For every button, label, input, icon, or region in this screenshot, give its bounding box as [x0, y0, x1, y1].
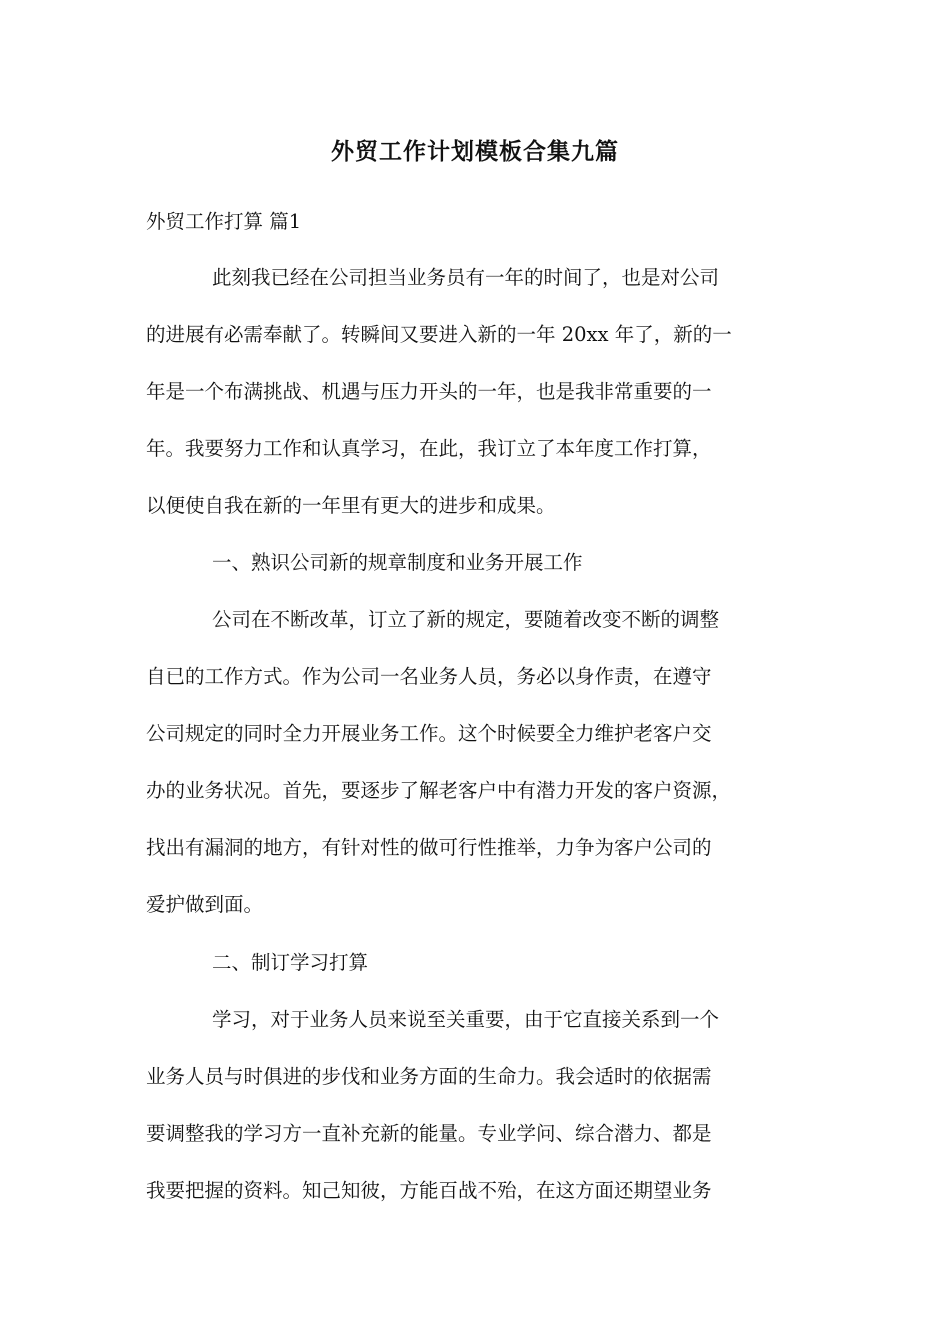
paragraph-line: 年。我要努力工作和认真学习，在此，我订立了本年度工作打算， — [146, 437, 712, 460]
paragraph-line: 学习，对于业务人员来说至关重要，由于它直接关系到一个 — [212, 1008, 720, 1031]
paragraph-line: 业务人员与时俱进的步伐和业务方面的生命力。我会适时的依据需 — [146, 1065, 712, 1088]
paragraph-line: 自已的工作方式。作为公司一名业务人员，务必以身作责，在遵守 — [146, 665, 712, 688]
paragraph-line: 年是一个布满挑战、机遇与压力开头的一年，也是我非常重要的一 — [146, 380, 712, 403]
paragraph-line: 此刻我已经在公司担当业务员有一年的时间了，也是对公司 — [212, 266, 720, 289]
paragraph-line: 以便使自我在新的一年里有更大的进步和成果。 — [146, 494, 556, 517]
paragraph-line: 办的业务状况。首先，要逐步了解老客户中有潜力开发的客户资源， — [146, 779, 732, 802]
document-title: 外贸工作计划模板合集九篇 — [331, 138, 619, 165]
paragraph-line: 找出有漏洞的地方，有针对性的做可行性推举，力争为客户公司的 — [146, 836, 712, 859]
paragraph-line: 公司在不断改革，订立了新的规定，要随着改变不断的调整 — [212, 608, 720, 631]
paragraph-line: 爱护做到面。 — [146, 893, 264, 916]
paragraph-line: 公司规定的同时全力开展业务工作。这个时候要全力维护老客户交 — [146, 722, 712, 745]
paragraph-line: 我要把握的资料。知己知彼，方能百战不殆，在这方面还期望业务 — [146, 1179, 712, 1202]
paragraph-line: 要调整我的学习方一直补充新的能量。专业学问、综合潜力、都是 — [146, 1122, 712, 1145]
subheading-one: 一、熟识公司新的规章制度和业务开展工作 — [212, 551, 583, 574]
section-heading-plan-1: 外贸工作打算 篇1 — [146, 210, 302, 233]
subheading-two: 二、制订学习打算 — [212, 951, 369, 974]
paragraph-line: 的进展有必需奉献了。转瞬间又要进入新的一年 20xx 年了，新的一 — [146, 323, 732, 346]
